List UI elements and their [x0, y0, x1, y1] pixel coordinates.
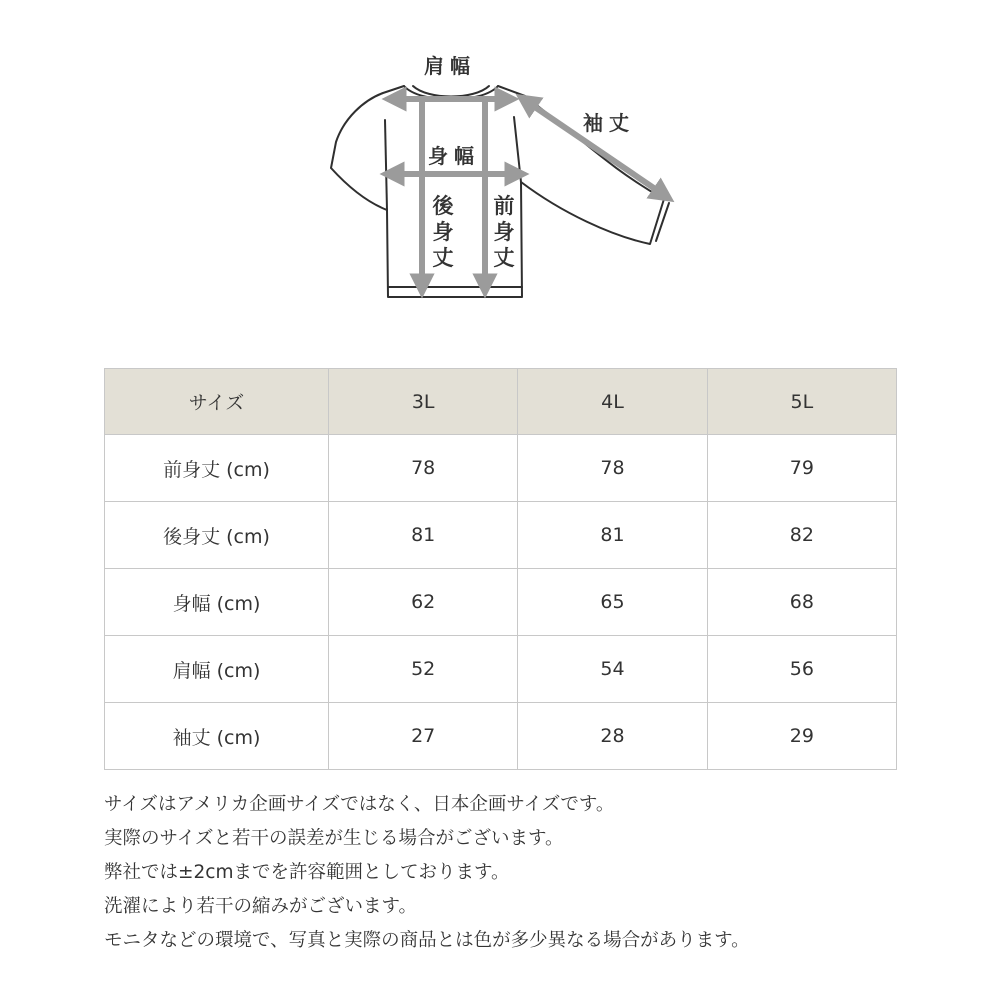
table-header-row — [105, 369, 897, 435]
value-cell: 52 — [329, 636, 518, 703]
note-line: 洗濯により若干の縮みがございます。 — [104, 896, 418, 917]
table-row — [105, 502, 897, 569]
note-line: モニタなどの環境で、写真と実際の商品とは色が多少異なる場合があります。 — [104, 930, 750, 951]
value-cell: 65 — [518, 569, 707, 636]
note-line: サイズはアメリカ企画サイズではなく、日本企画サイズです。 — [104, 794, 615, 815]
value-cell: 82 — [707, 502, 896, 569]
garment-illustration — [0, 0, 1000, 330]
table-row — [105, 636, 897, 703]
shoulder-width-label: 肩幅 — [424, 54, 476, 78]
row-label-cell: 身幅 (cm) — [105, 569, 329, 636]
value-cell: 29 — [707, 703, 896, 770]
size-notes — [104, 788, 750, 958]
value-cell: 68 — [707, 569, 896, 636]
body-width-label: 身幅 — [428, 144, 480, 168]
size-table — [104, 368, 897, 770]
table-row — [105, 569, 897, 636]
header-size-cell: 5L — [707, 369, 896, 435]
header-size-cell: 3L — [329, 369, 518, 435]
row-label-cell: 後身丈 (cm) — [105, 502, 329, 569]
measurement-diagram — [0, 0, 1000, 330]
header-label-cell: サイズ — [105, 369, 329, 435]
value-cell: 56 — [707, 636, 896, 703]
row-label-cell: 前身丈 (cm) — [105, 435, 329, 502]
header-size-cell: 4L — [518, 369, 707, 435]
value-cell: 28 — [518, 703, 707, 770]
value-cell: 79 — [707, 435, 896, 502]
value-cell: 62 — [329, 569, 518, 636]
value-cell: 78 — [329, 435, 518, 502]
value-cell: 27 — [329, 703, 518, 770]
value-cell: 81 — [329, 502, 518, 569]
value-cell: 78 — [518, 435, 707, 502]
table-row — [105, 435, 897, 502]
row-label-cell: 袖丈 (cm) — [105, 703, 329, 770]
value-cell: 81 — [518, 502, 707, 569]
table-row — [105, 703, 897, 770]
note-line: 実際のサイズと若干の誤差が生じる場合がございます。 — [104, 828, 564, 849]
sleeve-length-label: 袖丈 — [583, 111, 635, 135]
back-length-label: 後身丈 — [430, 193, 456, 271]
row-label-cell: 肩幅 (cm) — [105, 636, 329, 703]
note-line: 弊社では±2cmまでを許容範囲としております。 — [104, 862, 510, 883]
front-length-label: 前身丈 — [491, 193, 517, 271]
value-cell: 54 — [518, 636, 707, 703]
